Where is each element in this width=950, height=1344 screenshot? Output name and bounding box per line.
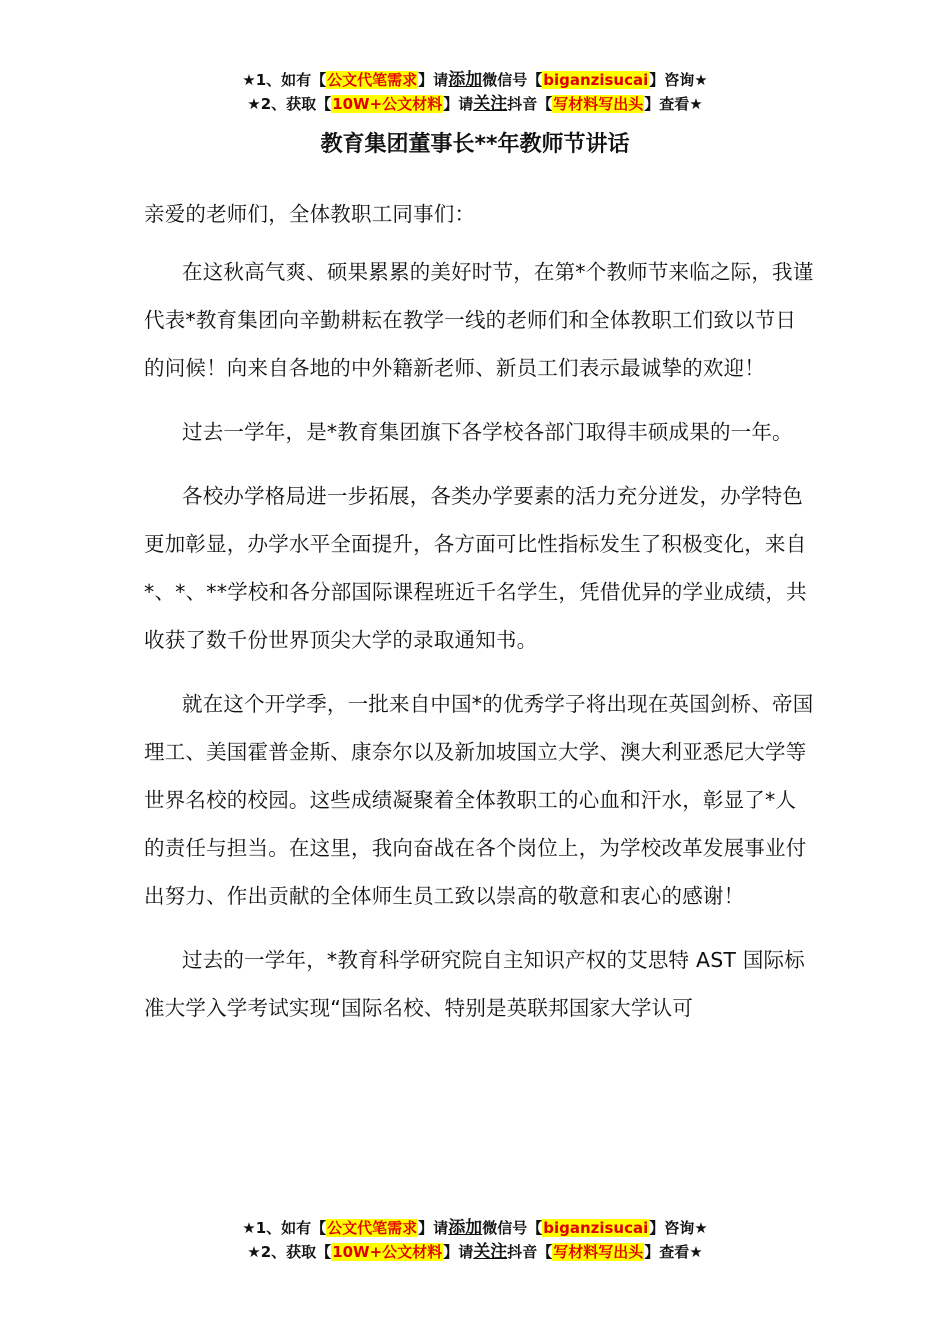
banner-text: ★1、如有【 <box>242 71 327 89</box>
banner-text: ★1、如有【 <box>242 1219 327 1237</box>
header-banner <box>0 68 950 116</box>
banner-highlight-wechat-id: biganzisucai <box>543 71 649 89</box>
banner-text: 】查看★ <box>644 1243 703 1261</box>
banner-highlight: 公文代笔需求 <box>327 71 418 89</box>
banner-highlight: 10W+公文材料 <box>332 1243 443 1261</box>
paragraph: 在这秋高气爽、硕果累累的美好时节，在第*个教师节来临之际，我谨代表*教育集团向辛勤耕耘在教学一线的老师们和全体教职工们致以节日的问候！向来自各地的中外籍新老师、新员工们表示最诚挚的欢迎！ <box>144 260 814 380</box>
banner-highlight-douyin-id: 写材料写出头 <box>553 1243 644 1261</box>
banner-text: 】请 <box>443 95 474 113</box>
banner-text: 抖音【 <box>507 1243 553 1261</box>
banner-text: 抖音【 <box>507 95 553 113</box>
banner-highlight-douyin-id: 写材料写出头 <box>553 95 644 113</box>
banner-underlined: 关注 <box>473 1242 508 1262</box>
banner-underlined: 添加 <box>448 70 483 90</box>
banner-line-1 <box>0 68 950 92</box>
paragraph: 就在这个开学季，一批来自中国*的优秀学子将出现在英国剑桥、帝国理工、美国霍普金斯、康奈尔以及新加坡国立大学、澳大利亚悉尼大学等世界名校的校园。这些成绩凝聚着全体教职工的心血和汗水，彰显了*人的责任与担当。在这里，我向奋战在各个岗位上，为学校改革发展事业付出努力、作出贡献的全体师生员工致以崇高的敬意和衷心的感谢！ <box>144 692 814 908</box>
banner-text: 微信号【 <box>482 1219 543 1237</box>
footer-banner <box>0 1216 950 1264</box>
banner-text: 】请 <box>443 1243 474 1261</box>
banner-text: 】请 <box>418 71 449 89</box>
banner-text: 】请 <box>418 1219 449 1237</box>
document-body <box>144 190 816 1048</box>
banner-text: ★2、获取【 <box>247 95 332 113</box>
banner-line-1 <box>0 1216 950 1240</box>
banner-highlight: 10W+公文材料 <box>332 95 443 113</box>
banner-underlined: 添加 <box>448 1218 483 1238</box>
paragraph: 各校办学格局进一步拓展，各类办学要素的活力充分迸发，办学特色更加彰显，办学水平全面提升，各方面可比性指标发生了积极变化，来自*、*、**学校和各分部国际课程班近千名学生，凭借优异的学业成绩，共收获了数千份世界顶尖大学的录取通知书。 <box>144 484 807 652</box>
banner-text: 】咨询★ <box>649 71 708 89</box>
banner-line-2 <box>0 92 950 116</box>
banner-highlight-wechat-id: biganzisucai <box>543 1219 649 1237</box>
banner-line-2 <box>0 1240 950 1264</box>
paragraph: 过去的一学年，*教育科学研究院自主知识产权的艾思特 AST 国际标准大学入学考试实现“国际名校、特别是英联邦国家大学认可 <box>144 948 805 1020</box>
salutation: 亲爱的老师们，全体教职工同事们： <box>144 202 476 226</box>
banner-highlight: 公文代笔需求 <box>327 1219 418 1237</box>
document-title: 教育集团董事长**年教师节讲话 <box>320 132 630 157</box>
banner-text: 】查看★ <box>644 95 703 113</box>
banner-text: 】咨询★ <box>649 1219 708 1237</box>
banner-text: 微信号【 <box>482 71 543 89</box>
paragraph: 过去一学年，是*教育集团旗下各学校各部门取得丰硕成果的一年。 <box>182 420 793 444</box>
banner-underlined: 关注 <box>473 94 508 114</box>
banner-text: ★2、获取【 <box>247 1243 332 1261</box>
